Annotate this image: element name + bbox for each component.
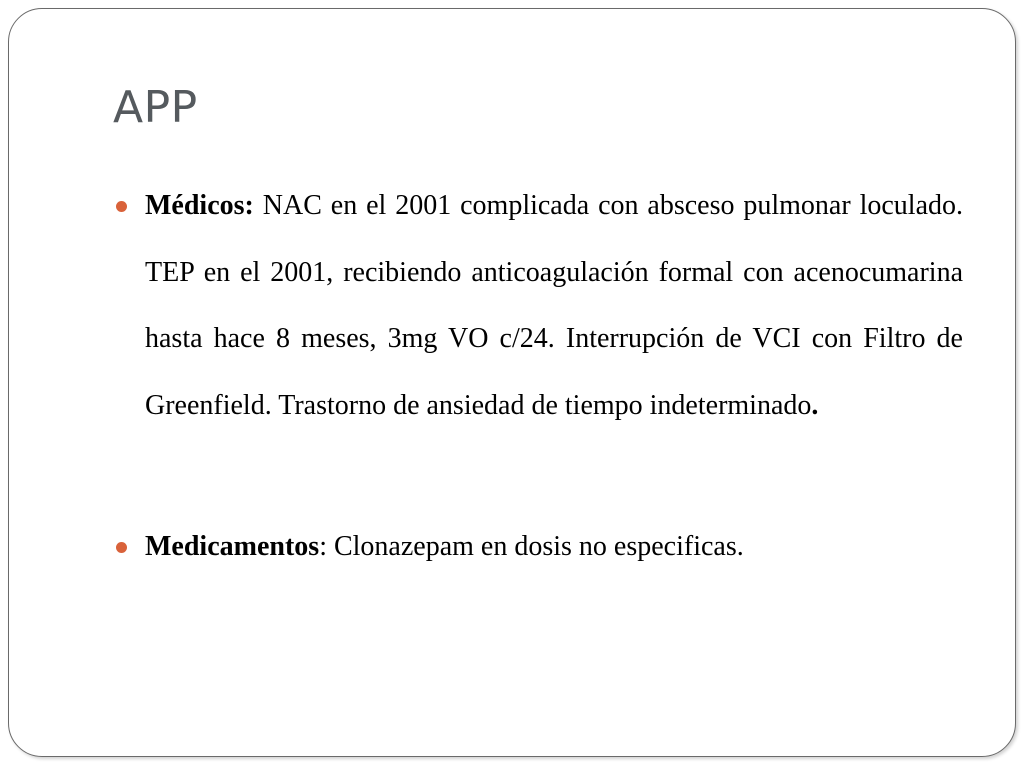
bullet-medicamentos-label: Medicamentos: [145, 531, 320, 562]
bullet-medicos-text: NAC en el 2001 complicada con absceso pulmonar loculado. TEP en el 2001, recibiendo anticoagulación formal con acenocumarina hasta hace 8 meses, 3mg VO c/24. Interrupción de VCI con Filtro de Greenfield. Trastorno de ansiedad de tiempo indeterminado: [145, 190, 963, 421]
bullet-medicamentos: [145, 514, 963, 581]
bullet-medicos-end-mark: .: [811, 389, 819, 421]
bullet-dot-icon: [116, 201, 127, 212]
slide-title: APP: [113, 82, 198, 133]
bullet-medicos-label: Médicos:: [145, 190, 254, 221]
bullet-medicamentos-text: : Clonazepam en dosis no especificas.: [319, 531, 744, 562]
bullet-medicos: [145, 173, 963, 439]
bullet-dot-icon: [116, 542, 127, 553]
